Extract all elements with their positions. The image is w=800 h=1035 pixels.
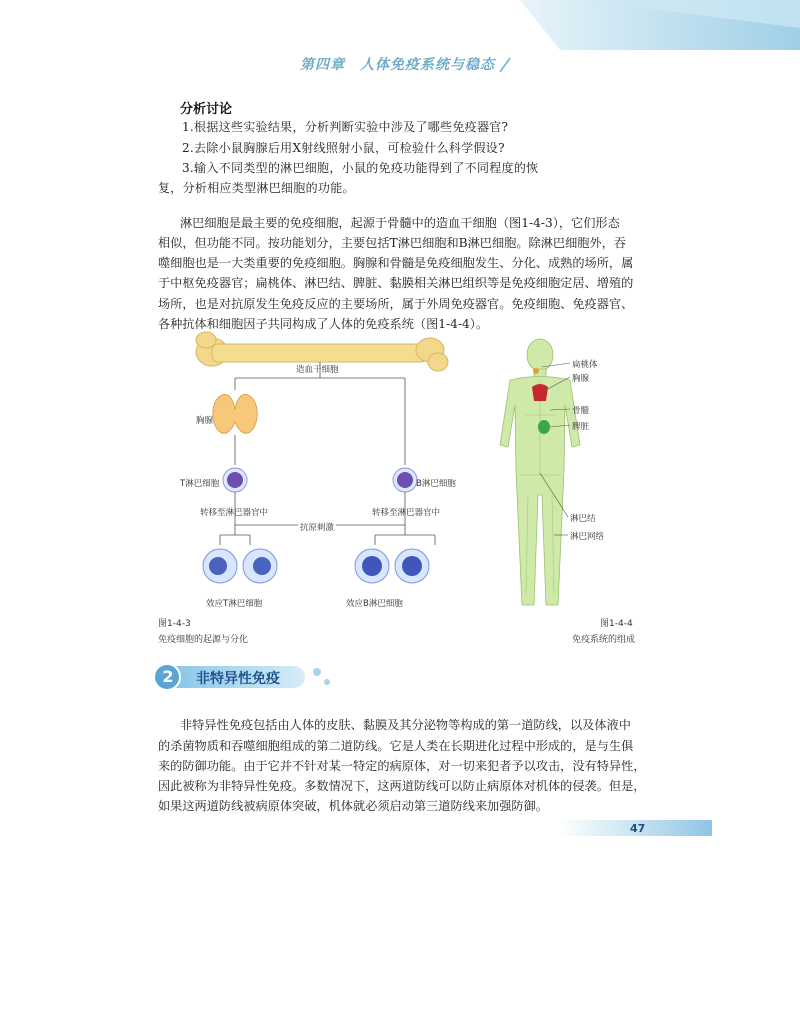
immune-system-body-diagram <box>480 335 650 620</box>
thymus-illustration <box>213 394 258 433</box>
b-cell-label: B淋巴细胞 <box>416 479 456 489</box>
spleen-mark <box>538 420 550 434</box>
figure-caption: 免疫细胞的起源与分化 <box>158 635 249 645</box>
paragraph-line: 于中枢免疫器官；扁桃体、淋巴结、脾脏、黏膜相关淋巴组织等是免疫细胞定居、增殖的 <box>158 276 634 290</box>
thymus-body-label: 胸腺 <box>572 374 590 384</box>
thymus-mark <box>532 384 548 401</box>
discussion-item: 3.输入不同类型的淋巴细胞，小鼠的免疫功能得到了不同程度的恢 <box>182 161 539 175</box>
discussion-heading: 分析讨论 <box>180 102 233 117</box>
paragraph-line: 的杀菌物质和吞噬细胞组成的第二道防线。它是人类在长期进化过程中形成的，是与生俱 <box>158 739 634 753</box>
paragraph-line: 场所，也是对抗原发生免疫反应的主要场所，属于外周免疫器官。免疫细胞、免疫器官、 <box>158 297 634 311</box>
spleen-label: 脾脏 <box>572 422 590 432</box>
page-number: 47 <box>630 822 646 835</box>
figure-caption: 免疫系统的组成 <box>572 635 636 645</box>
discussion-item: 复，分析相应类型淋巴细胞的功能。 <box>158 181 355 195</box>
tonsil-mark <box>533 368 539 374</box>
section-number: 2 <box>162 667 174 686</box>
thymus-label: 胸腺 <box>196 416 214 426</box>
figure-id: 图1-4-4 <box>600 619 633 629</box>
effector-t-label: 效应T淋巴细胞 <box>206 599 263 609</box>
tonsil-label: 扁桃体 <box>572 360 598 370</box>
b-cell-illustration <box>393 468 417 492</box>
antigen-label: 抗原刺激 <box>300 523 335 533</box>
effector-b-label: 效应B淋巴细胞 <box>346 599 403 609</box>
transfer-b-label: 转移至淋巴器官中 <box>372 508 441 518</box>
paragraph-line: 来的防御功能。由于它并不针对某一特定的病原体，对一切来犯者予以攻击，没有特异性， <box>158 759 646 773</box>
paragraph-line: 非特异性免疫包括由人体的皮肤、黏膜及其分泌物等构成的第一道防线，以及体液中 <box>180 718 631 732</box>
section-title: 非特异性免疫 <box>196 671 280 687</box>
chapter-title: 第四章 人体免疫系统与稳态 <box>300 57 495 73</box>
lymph-node-label: 淋巴结 <box>570 514 596 524</box>
paragraph-line: 淋巴细胞是最主要的免疫细胞，起源于骨髓中的造血干细胞（图1-4-3），它们形态 <box>180 216 620 230</box>
t-cell-label: T淋巴细胞 <box>180 479 220 489</box>
transfer-t-label: 转移至淋巴器官中 <box>200 508 269 518</box>
stem-cell-label: 造血干细胞 <box>296 365 339 375</box>
bone-marrow-label: 骨髓 <box>572 406 590 416</box>
figure-id: 图1-4-3 <box>158 619 191 629</box>
paragraph-line: 如果这两道防线被病原体突破，机体就必须启动第三道防线来加强防御。 <box>158 799 548 813</box>
paragraph-line: 因此被称为非特异性免疫。多数情况下，这两道防线可以防止病原体对机体的侵袭。但是， <box>158 779 646 793</box>
paragraph-line: 相似，但功能不同。按功能划分，主要包括T淋巴细胞和B淋巴细胞。除淋巴细胞外，吞 <box>158 236 627 250</box>
t-cell-illustration <box>223 468 247 492</box>
discussion-item: 2.去除小鼠胸腺后用X射线照射小鼠，可检验什么科学假设? <box>182 141 505 155</box>
effector-b-cells <box>355 549 429 583</box>
discussion-item: 1.根据这些实验结果，分析判断实验中涉及了哪些免疫器官? <box>182 120 509 134</box>
paragraph-line: 各种抗体和细胞因子共同构成了人体的免疫系统（图1-4-4）。 <box>158 317 489 331</box>
lymph-network-label: 淋巴网络 <box>570 532 605 542</box>
paragraph-line: 噬细胞也是一大类重要的免疫细胞。胸腺和骨髓是免疫细胞发生、分化、成熟的场所，属 <box>158 256 634 270</box>
effector-t-cells <box>203 549 277 583</box>
